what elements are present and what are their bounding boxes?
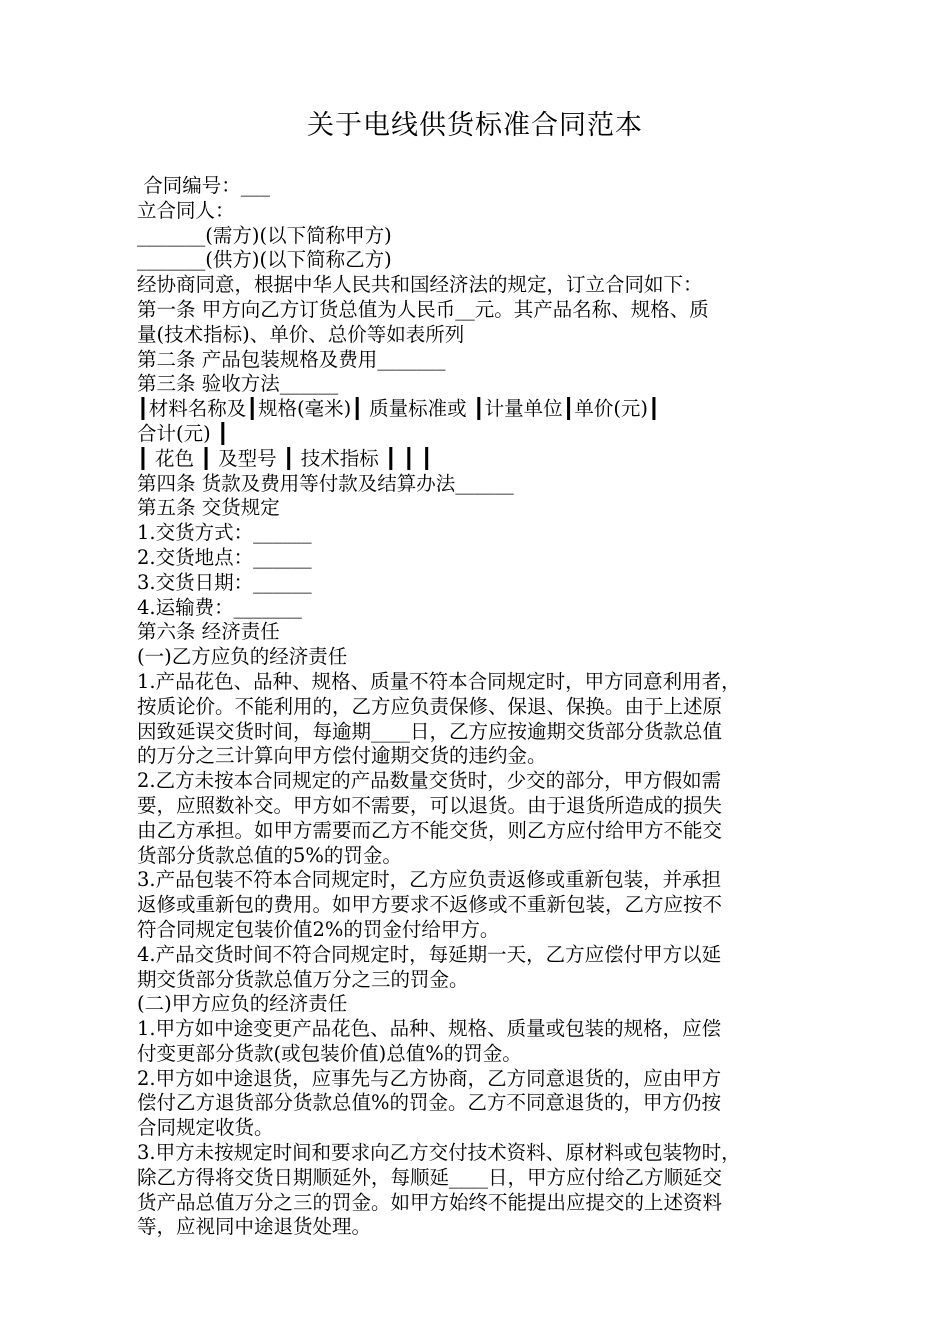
document-line: (一)乙方应负的经济责任 [137,645,348,669]
document-line: 1.交货方式：______ [137,521,312,545]
document-line: 因致延误交货时间，每逾期____日，乙方应按逾期交货部分货款总值 [137,719,723,743]
document-line: _______(供方)(以下简称乙方) [137,248,392,272]
document-line: 期交货部分货款总值万分之三的罚金。 [137,967,469,991]
document-line: 符合同规定包装价值2%的罚金付给甲方。 [137,917,500,941]
document-line: 付变更部分货款(或包装价值)总值%的罚金。 [137,1041,522,1065]
document-line: 1.产品花色、品种、规格、质量不符本合同规定时，甲方同意利用者， [137,669,741,693]
document-line: 除乙方得将交货日期顺延外，每顺延____日，甲方应付给乙方顺延交 [137,1165,723,1189]
document-line: 3.甲方未按规定时间和要求向乙方交付技术资料、原材料或包装物时， [137,1141,741,1165]
document-line: 3.交货日期：______ [137,570,312,594]
document-line: 2.乙方未按本合同规定的产品数量交货时，少交的部分，甲方假如需 [137,769,722,793]
document-line: 合计(元) ┃ [137,421,229,445]
document-line: 4.产品交货时间不符合同规定时，每延期一天，乙方应偿付甲方以延 [137,942,722,966]
document-line: 返修或重新包的费用。如甲方要求不返修或不重新包装，乙方应按不 [137,893,723,917]
document-line: 等，应视同中途退货处理。 [137,1215,372,1239]
document-line: ┃材料名称及┃规格(毫米)┃ 质量标准或 ┃计量单位┃单价(元)┃ [137,397,660,421]
document-line: 第三条 验收方法______ [137,372,339,396]
document-line: ┃ 花色 ┃ 及型号 ┃ 技术指标 ┃ ┃ ┃ [137,446,433,470]
document-line: 1.甲方如中途变更产品花色、品种、规格、质量或包装的规格，应偿 [137,1017,722,1041]
document-body [137,174,827,1240]
document-line: 2.交货地点：______ [137,545,312,569]
document-line: (二)甲方应负的经济责任 [137,992,348,1016]
document-line: 第四条 货款及费用等付款及结算办法______ [137,471,514,495]
document-line: 按质论价。不能利用的，乙方应负责保修、保退、保换。由于上述原 [137,694,723,718]
document-line: 立合同人： [137,198,235,222]
document-line: 偿付乙方退货部分货款总值%的罚金。乙方不同意退货的，甲方仍按 [137,1091,722,1115]
document-line: 由乙方承担。如甲方需要而乙方不能交货，则乙方应付给甲方不能交 [137,818,723,842]
document-line: 第二条 产品包装规格及费用_______ [137,347,446,371]
document-line: 合同规定收货。 [137,1116,274,1140]
document-line: 要，应照数补交。甲方如不需要，可以退货。由于退货所造成的损失 [137,793,723,817]
document-line: 货产品总值万分之三的罚金。如甲方始终不能提出应提交的上述资料 [137,1190,723,1214]
document-line: 的万分之三计算向甲方偿付逾期交货的违约金。 [137,744,547,768]
document-line: 2.甲方如中途退货，应事先与乙方协商，乙方同意退货的，应由甲方 [137,1066,722,1090]
document-line: 第一条 甲方向乙方订货总值为人民币__元。其产品名称、规格、质 [137,297,709,321]
document-line: 合同编号：___ [137,174,270,197]
document-line: 3.产品包装不符本合同规定时，乙方应负责返修或重新包装，并承担 [137,868,722,892]
document-line: 量(技术指标)、单价、总价等如表所列 [137,322,465,346]
document-title: 关于电线供货标准合同范本 [307,110,643,141]
document-line: _______(需方)(以下简称甲方) [137,223,392,247]
document-line: 4.运输费：_______ [137,595,302,619]
document-line: 第六条 经济责任 [137,620,280,644]
document-line: 经协商同意，根据中华人民共和国经济法的规定，订立合同如下： [137,273,703,297]
document-line: 货部分货款总值的5%的罚金。 [137,843,402,867]
document-line: 第五条 交货规定 [137,496,280,520]
